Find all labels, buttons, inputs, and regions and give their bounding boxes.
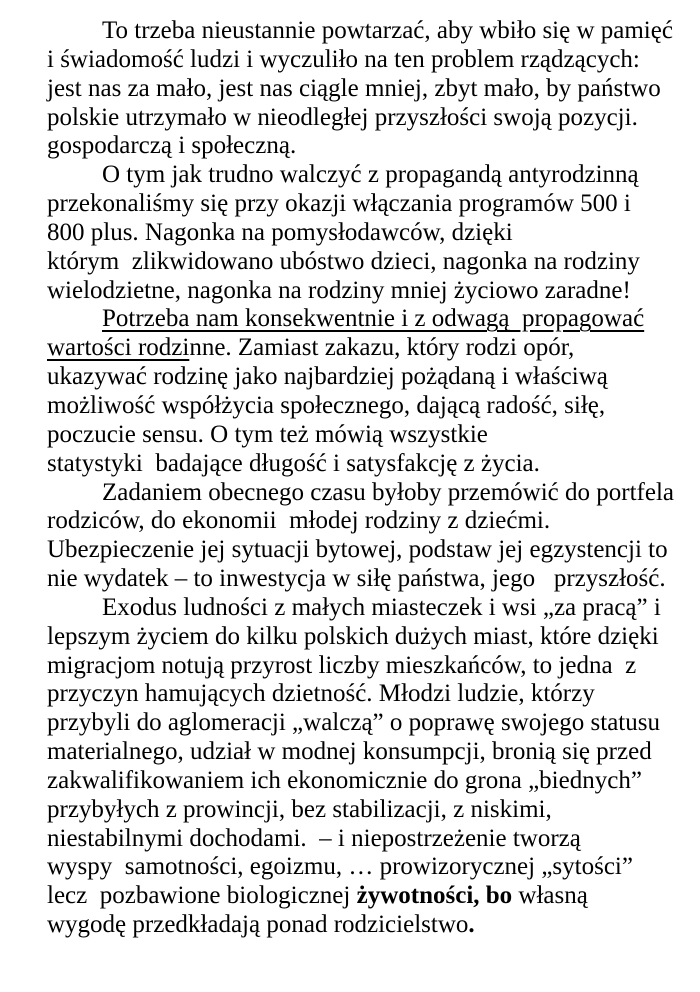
text-line	[47, 17, 673, 46]
text-segment-normal: 800 plus. Nagonka na pomysłodawców, dzięki	[47, 218, 513, 246]
text-segment-bold: żywotności, bo	[356, 882, 513, 910]
text-segment-normal: wyspy samotności, egoizmu, … prowizorycznej „sytości”	[47, 853, 633, 881]
text-line	[47, 594, 660, 623]
text-segment-normal: którym zlikwidowano ubóstwo dzieci, nagonka na rodziny	[47, 247, 640, 275]
text-segment-normal: statystyki badające długość i satysfakcję z życia.	[47, 449, 540, 477]
text-segment-normal: wygodę przedkładają ponad rodzicielstwo	[47, 911, 469, 939]
text-segment-normal: i świadomość ludzi i wyczuliło na ten problem rządzących:	[47, 45, 640, 73]
text-segment-normal: Exodus ludności z małych miasteczek i wsi „za pracą” i	[102, 593, 661, 621]
text-segment-normal: lepszym życiem do kilku polskich dużych miast, które dzięki	[47, 622, 659, 650]
text-line	[47, 248, 660, 277]
text-line	[47, 796, 660, 825]
text-line	[47, 392, 660, 421]
text-line	[47, 767, 660, 796]
text-line	[47, 709, 660, 738]
text-line	[47, 478, 674, 508]
text-segment-normal: nne. Zamiast zakazu, który rodzi opór,	[189, 334, 575, 362]
text-segment-normal: Ubezpieczenie jej sytuacji bytowej, podstaw jej egzystencji to	[47, 536, 668, 564]
text-segment-normal: Zadaniem obecnego czasu byłoby przemówić do portfela	[102, 478, 674, 506]
text-line	[47, 219, 660, 248]
text-segment-normal: przybyłych z prowincji, bez stabilizacji, z niskimi,	[47, 795, 552, 823]
text-segment-underline: wartości rodzi	[47, 334, 190, 362]
text-segment-normal: wielodzietne, nagonka na rodziny mniej życiowo zaradne!	[47, 276, 631, 304]
text-line	[47, 421, 660, 450]
text-segment-normal: materialnego, udział w modnej konsumpcji, bronią się przed	[47, 738, 652, 766]
text-segment-bold: .	[468, 911, 475, 939]
text-line	[47, 652, 660, 681]
text-segment-normal: gospodarczą i społeczną.	[47, 132, 297, 160]
paragraph	[47, 478, 674, 594]
text-line	[47, 565, 666, 594]
text-line	[47, 305, 660, 334]
paragraph	[47, 17, 673, 161]
text-line	[47, 190, 660, 219]
text-line	[47, 623, 660, 652]
text-segment-normal: możliwość współżycia społecznego, dającą radość, siłę,	[47, 391, 606, 419]
text-line	[47, 161, 660, 190]
paragraph	[47, 594, 660, 940]
text-segment-normal: To trzeba nieustannie powtarzać, aby wbiło się w pamięć	[102, 17, 673, 44]
text-line	[47, 450, 660, 479]
text-line	[47, 825, 660, 854]
paragraph	[47, 161, 660, 305]
document-body	[47, 17, 674, 940]
text-segment-normal: lecz pozbawione biologicznej	[47, 882, 357, 910]
text-line	[47, 363, 660, 392]
text-line	[47, 334, 660, 363]
text-line	[47, 46, 660, 75]
text-line	[47, 882, 660, 911]
text-segment-normal: zakwalifikowaniem ich ekonomicznie do grona „biednych”	[47, 766, 642, 794]
text-segment-normal: ukazywać rodzinę jako najbardziej pożądaną i właściwą	[47, 363, 608, 391]
text-segment-normal: polskie utrzymało w nieodległej przyszłości swoją pozycji.	[47, 103, 638, 131]
text-line	[47, 738, 660, 767]
text-line	[47, 132, 660, 161]
text-segment-normal: jest nas za mało, jest nas ciągle mniej, zbyt mało, by państwo	[47, 74, 661, 102]
text-line	[47, 104, 660, 133]
text-segment-normal: przyczyn hamujących dzietność. Młodzi ludzie, którzy	[47, 680, 595, 708]
text-segment-normal: przybyli do aglomeracji „walczą” o poprawę swojego statusu	[47, 709, 660, 737]
text-segment-normal: niestabilnymi dochodami. – i niepostrzeżenie tworzą	[47, 824, 581, 852]
paragraph	[47, 305, 660, 478]
text-line	[47, 507, 660, 536]
text-segment-normal: nie wydatek – to inwestycja w siłę państwa, jego przyszłość.	[47, 565, 666, 593]
text-segment-normal: przekonaliśmy się przy okazji włączania programów 500 i	[47, 190, 631, 218]
text-line	[47, 853, 660, 882]
text-segment-normal: migracjom notują przyrost liczby mieszkańców, to jedna z	[47, 651, 637, 679]
text-line	[47, 911, 660, 940]
text-segment-normal: własną	[512, 882, 588, 910]
text-line	[47, 277, 660, 306]
text-segment-normal: rodziców, do ekonomii młodej rodziny z dziećmi.	[47, 507, 551, 535]
text-segment-underline: Potrzeba nam konsekwentnie i z odwagą propagować	[102, 305, 645, 333]
text-segment-normal: O tym jak trudno walczyć z propagandą antyrodzinną	[102, 161, 639, 189]
text-segment-normal: poczucie sensu. O tym też mówią wszystkie	[47, 420, 488, 448]
text-line	[47, 75, 660, 104]
text-line	[47, 536, 668, 565]
text-line	[47, 680, 660, 709]
